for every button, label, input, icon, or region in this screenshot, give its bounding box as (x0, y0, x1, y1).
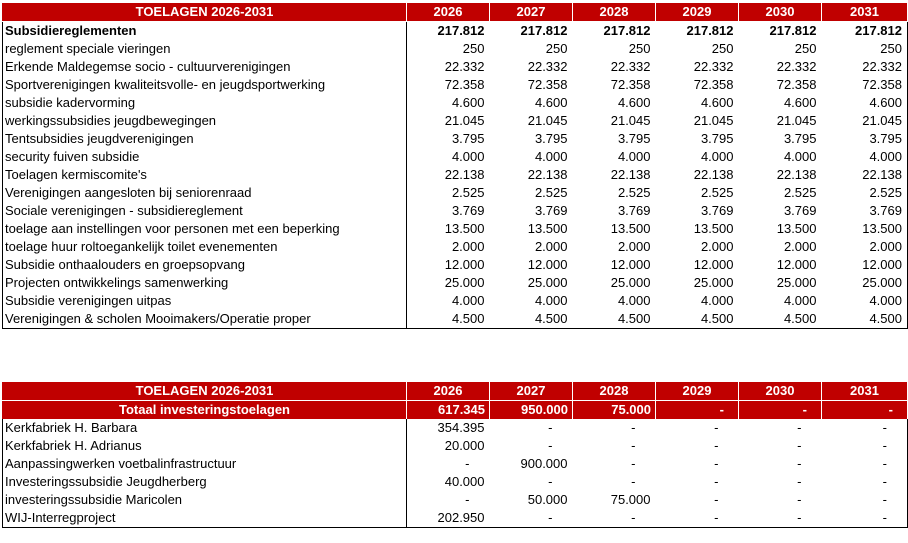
row-value: 250 (711, 41, 734, 56)
row-value: 4.500 (739, 310, 822, 329)
table-row (3, 238, 908, 256)
year-header: 2031 (822, 382, 908, 401)
row-value: 4.500 (656, 310, 739, 329)
row-value: 22.332 (444, 59, 485, 74)
row-value: 22.332 (693, 59, 734, 74)
row-label: werkingssubsidies jeugdbewegingen (3, 112, 407, 130)
table-row (3, 94, 908, 112)
row-value: 3.769 (534, 203, 568, 218)
row-value: 2.000 (700, 239, 734, 254)
row-value: 3.795 (822, 130, 908, 148)
row-value: 72.358 (610, 77, 651, 92)
row-value: 12.000 (776, 257, 817, 272)
table-row (3, 491, 908, 509)
row-value: 22.138 (444, 167, 485, 182)
row-value: - (797, 456, 802, 471)
row-value: 250 (545, 41, 568, 56)
row-value: - (797, 474, 802, 489)
row-value: 2.525 (700, 185, 734, 200)
row-value: - (714, 438, 719, 453)
row-value: 21.045 (444, 113, 485, 128)
total-label: Totaal investeringstoelagen (3, 401, 407, 420)
total-row (3, 401, 908, 420)
row-value: 217.812 (769, 23, 817, 38)
year-header: 2027 (490, 382, 573, 401)
table-row (3, 437, 908, 455)
row-value: 900.000 (520, 456, 568, 471)
row-value: 354.395 (437, 420, 485, 435)
row-value: 25.000 (693, 275, 734, 290)
row-value: 2.000 (451, 239, 485, 254)
table-row (3, 202, 908, 220)
row-value: - (548, 420, 553, 435)
row-value: 4.000 (822, 148, 908, 166)
row-value: 2.525 (451, 185, 485, 200)
year-header: 2029 (656, 382, 739, 401)
subsidies-table (2, 2, 908, 329)
row-value: 4.000 (700, 293, 734, 308)
table-row (3, 112, 908, 130)
row-value: 3.795 (451, 131, 485, 146)
row-value: 3.769 (451, 203, 485, 218)
row-value: 22.332 (822, 58, 908, 76)
row-value: 72.358 (822, 76, 908, 94)
row-value: 3.769 (700, 203, 734, 218)
row-value: 12.000 (610, 257, 651, 272)
row-value: 2.000 (822, 238, 908, 256)
year-header: 2029 (656, 3, 739, 22)
row-label: investeringssubsidie Maricolen (3, 491, 407, 509)
row-value: 21.045 (693, 113, 734, 128)
table-title: TOELAGEN 2026-2031 (3, 382, 407, 401)
row-value: 25.000 (444, 275, 485, 290)
row-value: - (797, 492, 802, 507)
row-value: 21.045 (776, 113, 817, 128)
row-value: 13.500 (693, 221, 734, 236)
row-value: 4.500 (573, 310, 656, 329)
row-value: - (822, 455, 908, 473)
row-value: 40.000 (444, 474, 485, 489)
row-value: 3.795 (534, 131, 568, 146)
row-value: - (797, 438, 802, 453)
row-label: Verenigingen aangesloten bij seniorenraad (3, 184, 407, 202)
row-value: 3.795 (617, 131, 651, 146)
row-value: 3.795 (700, 131, 734, 146)
row-value: 4.000 (617, 149, 651, 164)
total-value: - (656, 401, 739, 420)
row-value: 13.500 (444, 221, 485, 236)
row-value: 4.500 (822, 310, 908, 329)
row-value: 12.000 (444, 257, 485, 272)
row-value: 72.358 (444, 77, 485, 92)
row-value: 21.045 (610, 113, 651, 128)
row-value: 4.000 (822, 292, 908, 310)
table-row (3, 76, 908, 94)
row-value: 2.000 (783, 239, 817, 254)
table-row (3, 509, 908, 528)
row-value: 22.332 (776, 59, 817, 74)
row-value: 3.769 (783, 203, 817, 218)
year-header: 2031 (822, 3, 908, 22)
row-value: 72.358 (527, 77, 568, 92)
row-value: 4.500 (407, 310, 490, 329)
row-value: 13.500 (776, 221, 817, 236)
row-value: 13.500 (822, 220, 908, 238)
row-value: 217.812 (520, 23, 568, 38)
row-value: - (631, 420, 636, 435)
table-row (3, 455, 908, 473)
row-value: 22.332 (527, 59, 568, 74)
row-value: - (822, 419, 908, 437)
row-value: 4.000 (451, 293, 485, 308)
row-value: 25.000 (610, 275, 651, 290)
row-value: 12.000 (822, 256, 908, 274)
year-header: 2027 (490, 3, 573, 22)
row-value: - (797, 420, 802, 435)
row-label: toelage aan instellingen voor personen met een beperking (3, 220, 407, 238)
row-value: 21.045 (527, 113, 568, 128)
row-label: Toelagen kermiscomite's (3, 166, 407, 184)
row-label: Sociale verenigingen - subsidiereglement (3, 202, 407, 220)
row-label: Erkende Maldegemse socio - cultuurverenigingen (3, 58, 407, 76)
row-value: - (822, 491, 908, 509)
row-label: WIJ-Interregproject (3, 509, 407, 528)
row-value: 20.000 (444, 438, 485, 453)
row-value: 4.600 (617, 95, 651, 110)
row-value: 25.000 (822, 274, 908, 292)
total-value: 950.000 (490, 401, 573, 420)
table-title: TOELAGEN 2026-2031 (3, 3, 407, 22)
table-row (3, 292, 908, 310)
row-value: - (548, 474, 553, 489)
row-value: - (714, 474, 719, 489)
total-value: 75.000 (573, 401, 656, 420)
total-value: - (822, 401, 908, 420)
row-value: - (573, 509, 656, 528)
table-row (3, 40, 908, 58)
row-value: 12.000 (527, 257, 568, 272)
row-label: Verenigingen & scholen Mooimakers/Operatie proper (3, 310, 407, 329)
row-value: - (714, 492, 719, 507)
year-header: 2030 (739, 382, 822, 401)
row-value: 13.500 (610, 221, 651, 236)
header-row (3, 3, 908, 22)
row-value: 22.138 (693, 167, 734, 182)
row-value: 3.769 (617, 203, 651, 218)
row-value: 2.000 (617, 239, 651, 254)
row-value: 2.000 (534, 239, 568, 254)
year-header: 2026 (407, 3, 490, 22)
header-row (3, 382, 908, 401)
table-row (3, 310, 908, 329)
row-value: 2.525 (534, 185, 568, 200)
row-value: 21.045 (822, 112, 908, 130)
row-value: - (714, 420, 719, 435)
row-label: Projecten ontwikkelings samenwerking (3, 274, 407, 292)
row-value: 4.600 (822, 94, 908, 112)
table-row (3, 148, 908, 166)
row-value: - (714, 456, 719, 471)
row-value: 4.600 (783, 95, 817, 110)
row-label: Subsidiereglementen (3, 22, 407, 41)
row-value: 25.000 (527, 275, 568, 290)
row-value: 202.950 (407, 509, 490, 528)
year-header: 2030 (739, 3, 822, 22)
row-value: 4.000 (783, 149, 817, 164)
row-value: 250 (628, 41, 651, 56)
investment-subsidies-table (2, 381, 908, 528)
row-value: 4.000 (700, 149, 734, 164)
row-value: - (656, 509, 739, 528)
row-value: 2.525 (617, 185, 651, 200)
year-header: 2028 (573, 382, 656, 401)
row-label: Subsidie onthaalouders en groepsopvang (3, 256, 407, 274)
row-value: 3.769 (822, 202, 908, 220)
row-value: - (822, 473, 908, 491)
table-row (3, 130, 908, 148)
row-value: - (465, 492, 470, 507)
row-value: 250 (794, 41, 817, 56)
row-value: 22.138 (822, 166, 908, 184)
row-value: 4.000 (783, 293, 817, 308)
row-value: 22.138 (527, 167, 568, 182)
row-value: 4.000 (534, 293, 568, 308)
row-value: - (631, 438, 636, 453)
table-row (3, 473, 908, 491)
row-value: 75.000 (610, 492, 651, 507)
row-value: 217.812 (686, 23, 734, 38)
row-value: 4.000 (451, 149, 485, 164)
row-label: Kerkfabriek H. Adrianus (3, 437, 407, 455)
row-value: 50.000 (527, 492, 568, 507)
total-value: 617.345 (407, 401, 490, 420)
row-label: subsidie kadervorming (3, 94, 407, 112)
row-value: - (631, 474, 636, 489)
row-value: 217.812 (822, 22, 908, 41)
row-value: 72.358 (693, 77, 734, 92)
row-value: 22.138 (776, 167, 817, 182)
row-label: reglement speciale vieringen (3, 40, 407, 58)
row-label: Sportverenigingen kwaliteitsvolle- en jeugdsportwerking (3, 76, 407, 94)
row-value: 250 (462, 41, 485, 56)
row-value: 25.000 (776, 275, 817, 290)
row-value: 4.600 (534, 95, 568, 110)
row-label: security fuiven subsidie (3, 148, 407, 166)
table-row (3, 419, 908, 437)
table-row (3, 22, 908, 41)
year-header: 2028 (573, 3, 656, 22)
table-row (3, 58, 908, 76)
row-label: Tentsubsidies jeugdverenigingen (3, 130, 407, 148)
row-label: Investeringssubsidie Jeugdherberg (3, 473, 407, 491)
table-row (3, 166, 908, 184)
row-value: 4.000 (534, 149, 568, 164)
table-row (3, 220, 908, 238)
row-value: 22.138 (610, 167, 651, 182)
row-label: Kerkfabriek H. Barbara (3, 419, 407, 437)
total-value: - (739, 401, 822, 420)
row-value: 217.812 (603, 23, 651, 38)
row-value: 12.000 (693, 257, 734, 272)
row-value: - (490, 509, 573, 528)
year-header: 2026 (407, 382, 490, 401)
row-value: 217.812 (437, 23, 485, 38)
row-value: 4.600 (700, 95, 734, 110)
row-value: - (465, 456, 470, 471)
row-value: 13.500 (527, 221, 568, 236)
row-value: 2.525 (783, 185, 817, 200)
row-label: Aanpassingwerken voetbalinfrastructuur (3, 455, 407, 473)
row-value: 2.525 (822, 184, 908, 202)
row-value: 250 (822, 40, 908, 58)
table-row (3, 184, 908, 202)
row-value: 4.600 (451, 95, 485, 110)
row-value: 4.000 (617, 293, 651, 308)
row-label: Subsidie verenigingen uitpas (3, 292, 407, 310)
row-value: - (739, 509, 822, 528)
table-row (3, 256, 908, 274)
row-value: 22.332 (610, 59, 651, 74)
row-value: 72.358 (776, 77, 817, 92)
row-value: - (822, 437, 908, 455)
row-value: - (631, 456, 636, 471)
row-value: 4.500 (490, 310, 573, 329)
row-value: - (822, 509, 908, 528)
table-row (3, 274, 908, 292)
row-value: - (548, 438, 553, 453)
row-value: 3.795 (783, 131, 817, 146)
row-label: toelage huur roltoegankelijk toilet evenementen (3, 238, 407, 256)
